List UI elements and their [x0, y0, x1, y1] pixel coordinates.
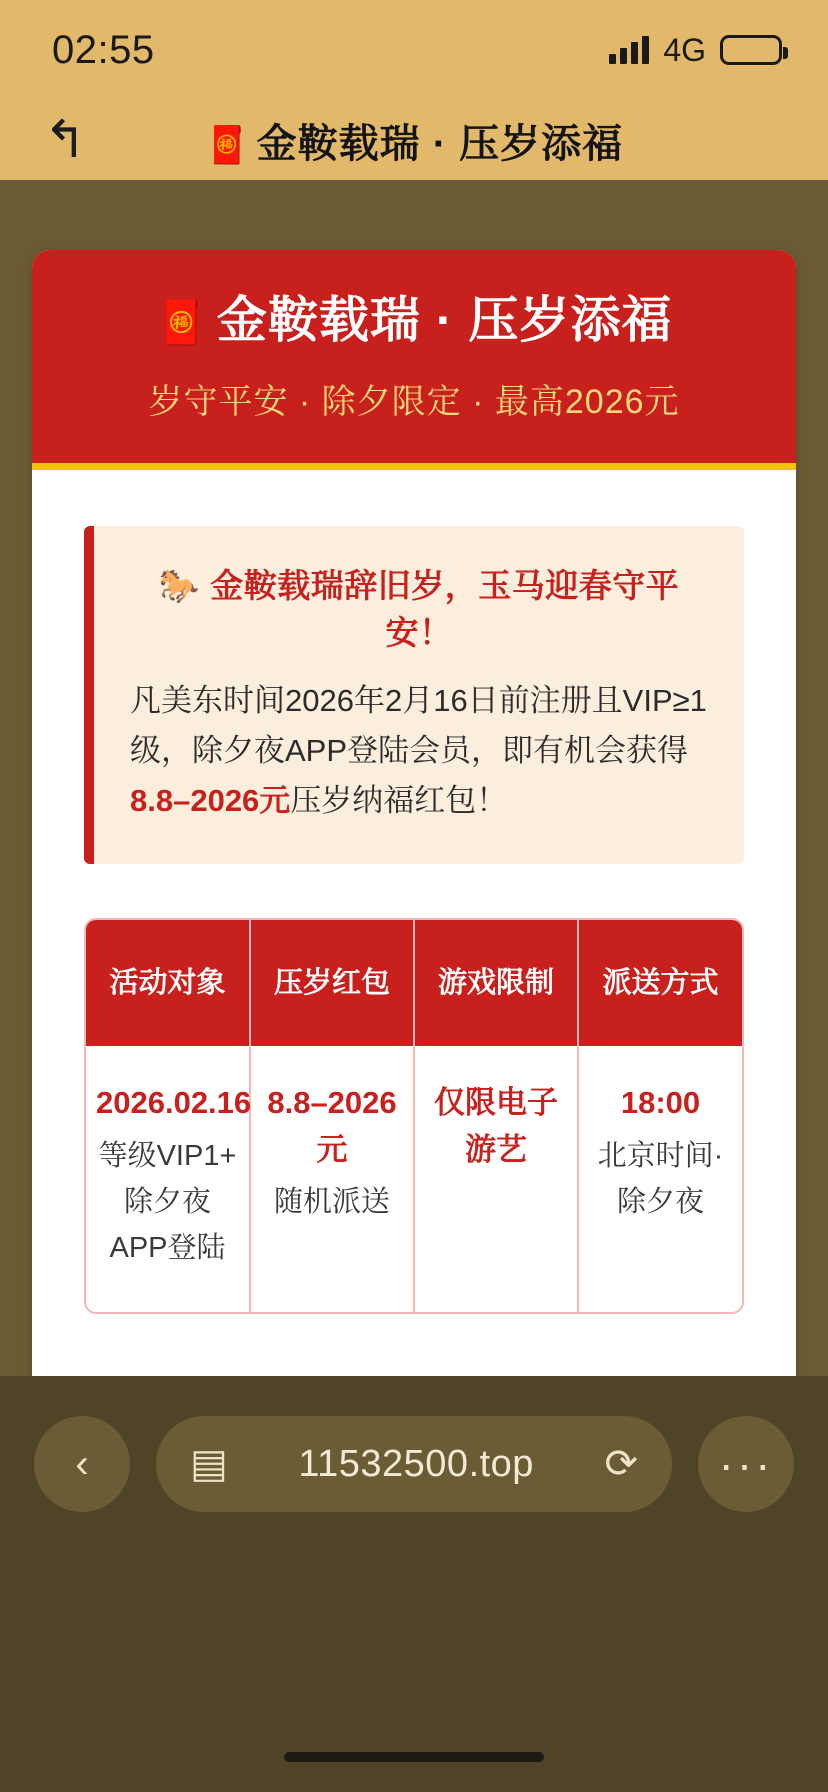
table-cell [250, 1046, 414, 1312]
status-indicators [609, 32, 782, 69]
table-header-cell: 游戏限制 [414, 920, 578, 1046]
status-clock: 02:55 [52, 27, 155, 72]
promo-body [32, 470, 796, 1377]
network-type-label: 4G [663, 31, 706, 68]
notice-title [130, 560, 708, 654]
navigation-bar [0, 100, 828, 180]
browser-bottom-bar [0, 1376, 828, 1792]
red-envelope-icon: 🧧 [204, 123, 251, 165]
status-bar [0, 0, 828, 100]
rules-table [86, 920, 742, 1312]
notice-text [130, 676, 708, 827]
chevron-left-icon: ‹ [75, 1442, 89, 1486]
battery-icon [720, 35, 782, 65]
table-row [86, 1046, 742, 1312]
reader-view-icon[interactable]: ▤ [190, 1442, 228, 1486]
notice-highlight: 8.8–2026元 [130, 782, 291, 818]
browser-controls [0, 1376, 828, 1512]
rules-table-wrapper [84, 918, 744, 1314]
promo-title [52, 292, 776, 350]
promo-title-text: 金鞍载瑞 · 压岁添福 [216, 292, 673, 348]
cell-text: 北京时间·除夕夜 [597, 1139, 724, 1219]
red-envelope-icon: 🧧 [155, 299, 209, 346]
table-cell [578, 1046, 742, 1312]
table-cell [414, 1046, 578, 1312]
table-cell [86, 1046, 250, 1312]
promo-subtitle: 岁守平安 · 除夕限定 · 最高2026元 [148, 382, 680, 421]
cell-emphasis: 2026.02.16 [96, 1085, 252, 1121]
more-options-icon: ··· [718, 1438, 774, 1490]
url-text[interactable]: 11532500.top [298, 1442, 534, 1485]
promo-banner [32, 250, 796, 470]
cell-emphasis: 8.8–2026元 [267, 1085, 397, 1167]
promo-card [32, 250, 796, 1376]
cell-text: 等级VIP1+ 除夕夜APP登陆 [98, 1139, 237, 1265]
cell-text: 随机派送 [273, 1186, 390, 1219]
cell-emphasis: 18:00 [620, 1085, 701, 1121]
table-header-row [86, 920, 742, 1046]
back-arrow-icon[interactable]: ↰ [43, 111, 87, 169]
page-title [0, 112, 828, 169]
page-title-text: 金鞍载瑞 · 压岁添福 [256, 121, 624, 166]
browser-more-button[interactable] [698, 1416, 794, 1512]
web-page-content [0, 180, 828, 1376]
reload-icon[interactable]: ⟳ [604, 1442, 638, 1486]
horse-icon: 🐎 [158, 566, 201, 604]
notice-text-part2: 压岁纳福红包！ [290, 782, 508, 818]
table-header-cell: 活动对象 [86, 920, 250, 1046]
notice-title-text: 金鞍载瑞辞旧岁，玉马迎春守平安！ [210, 566, 680, 651]
url-bar[interactable] [156, 1416, 672, 1512]
browser-back-button[interactable] [34, 1416, 130, 1512]
home-indicator [284, 1752, 544, 1762]
table-header-cell: 压岁红包 [250, 920, 414, 1046]
notice-text-part1: 凡美东时间2026年2月16日前注册且VIP≥1级，除夕夜APP登陆会员，即有机会获得 [130, 682, 707, 768]
notice-box [84, 526, 744, 865]
table-header-cell: 派送方式 [578, 920, 742, 1046]
cell-emphasis: 仅限电子游艺 [434, 1085, 558, 1167]
signal-bars-icon [609, 36, 649, 64]
